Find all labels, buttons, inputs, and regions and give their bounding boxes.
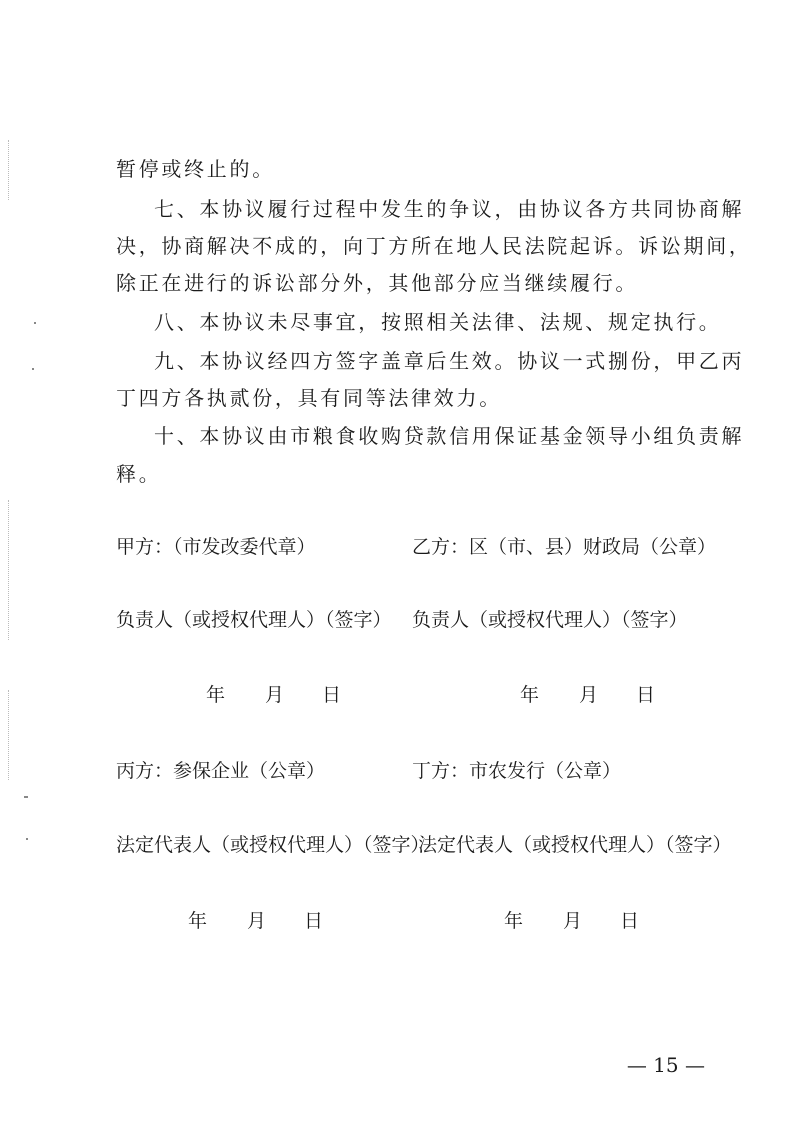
party-d-rep: 法定代表人（或授权代理人）（签字） [418,834,732,856]
body-line: 决，协商解决不成的，向丁方所在地人民法院起诉。诉讼期间， [116,234,752,258]
date-day: 日 [636,684,656,706]
scan-artifact [8,690,10,780]
date-year: 年 [520,684,540,706]
scan-artifact [8,140,10,200]
date-line-c [188,908,323,934]
party-b-label: 乙方：区（市、县）财政局（公章） [412,536,717,558]
scan-artifact [8,500,10,640]
body-line: 九、本协议经四方签字盖章后生效。协议一式捌份，甲乙丙 [154,349,745,373]
body-line: 除正在进行的诉讼部分外，其他部分应当继续履行。 [116,271,639,295]
body-line: 十、本协议由市粮食收购贷款信用保证基金领导小组负责解 [154,424,745,448]
page-number: — 15 — [626,1053,705,1077]
scan-speck [26,838,28,840]
body-line: 七、本协议履行过程中发生的争议，由协议各方共同协商解 [154,197,745,221]
date-month: 月 [247,910,267,932]
party-c-label: 丙方：参保企业（公章） [116,760,326,782]
date-year: 年 [504,910,524,932]
date-month: 月 [579,684,599,706]
date-month: 月 [265,684,285,706]
scan-speck [32,368,34,370]
body-line: 丁四方各执贰份，具有同等法律效力。 [116,386,502,410]
body-line: 暂停或终止的。 [116,157,275,181]
party-a-label: 甲方：（市发改委代章） [116,536,316,558]
scan-speck [24,796,28,798]
body-line: 释。 [116,462,162,486]
date-line-a [206,682,341,708]
date-day: 日 [322,684,342,706]
date-day: 日 [304,910,324,932]
date-line-d [504,908,639,934]
party-d-label: 丁方：市农发行（公章） [412,760,622,782]
date-year: 年 [206,684,226,706]
party-b-rep: 负责人（或授权代理人）（签字） [412,609,688,631]
date-month: 月 [563,910,583,932]
party-a-rep: 负责人（或授权代理人）（签字） [116,609,392,631]
date-line-b [520,682,655,708]
party-c-rep: 法定代表人（或授权代理人）（签字） [116,834,430,856]
scan-speck [34,322,36,324]
date-year: 年 [188,910,208,932]
date-day: 日 [620,910,640,932]
body-line: 八、本协议未尽事宜，按照相关法律、法规、规定执行。 [154,310,722,334]
